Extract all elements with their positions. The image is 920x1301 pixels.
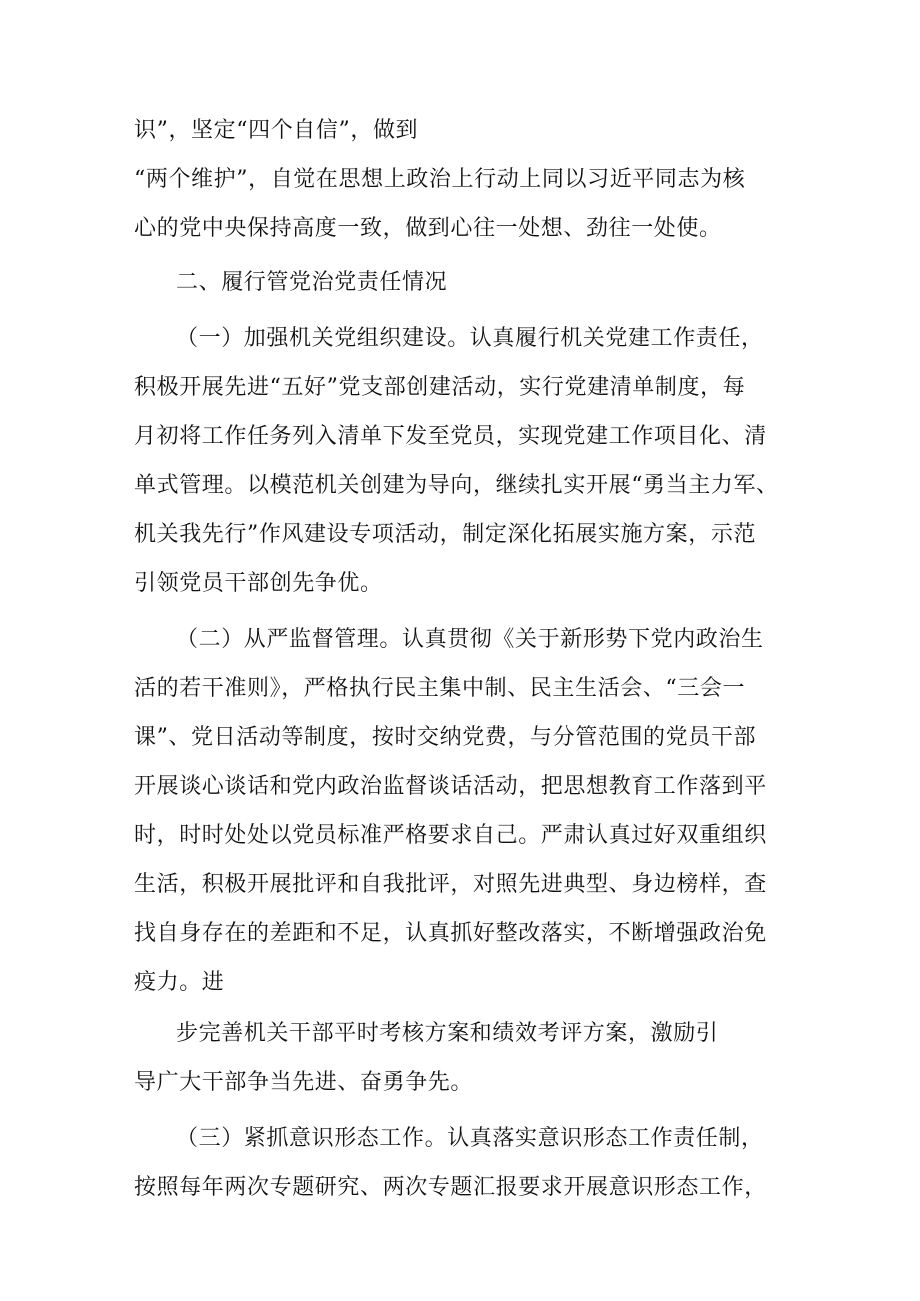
text-line: 疫力。进 <box>134 970 225 995</box>
text-line: 活的若干准则》，严格执行民主集中制、民主生活会、“三会一 <box>134 676 746 701</box>
text-line: （一）加强机关党组织建设。认真履行机关党建工作责任， <box>176 326 764 351</box>
text-line: 识”，坚定“四个自信”，做到 <box>134 118 419 143</box>
text-line: 时，时时处处以党员标准严格要求自己。严肃认真过好双重组织 <box>134 823 767 848</box>
text-line: （二）从严监督管理。认真贯彻《关于新形势下党内政治生 <box>176 627 764 652</box>
text-line: 按照每年两次专题研究、两次专题汇报要求开展意识形态工作， <box>134 1175 767 1200</box>
text-line: 心的党中央保持高度一致，做到心往一处想、劲往一处使。 <box>134 216 722 241</box>
text-line: 引领党员干部创先争优。 <box>134 571 383 596</box>
section-heading: 二、履行管党治党责任情况 <box>176 270 448 295</box>
text-line: （三）紧抓意识形态工作。认真落实意识形态工作责任制， <box>176 1126 764 1151</box>
text-line: 步完善机关干部平时考核方案和绩效考评方案，激励引 <box>176 1021 719 1046</box>
text-line: 机关我先行”作风建设专项活动，制定深化拓展实施方案，示范 <box>134 522 757 547</box>
text-line: “两个维护”，自觉在思想上政治上行动上同以习近平同志为核 <box>134 167 746 192</box>
text-line: 找自身存在的差距和不足，认真抓好整改落实，不断增强政治免 <box>134 921 767 946</box>
text-line: 课”、党日活动等制度，按时交纳党费，与分管范围的党员干部 <box>134 725 757 750</box>
text-line: 单式管理。以模范机关创建为导向，继续扎实开展“勇当主力军、 <box>134 473 779 498</box>
text-line: 积极开展先进“五好”党支部创建活动，实行党建清单制度，每 <box>134 375 746 400</box>
text-line: 月初将工作任务列入清单下发至党员，实现党建工作项目化、清 <box>134 424 767 449</box>
text-line: 导广大干部争当先进、奋勇争先。 <box>134 1070 474 1095</box>
text-line: 生活，积极开展批评和自我批评，对照先进典型、身边榜样，查 <box>134 872 767 897</box>
text-line: 开展谈心谈话和党内政治监督谈话活动，把思想教育工作落到平 <box>134 774 767 799</box>
